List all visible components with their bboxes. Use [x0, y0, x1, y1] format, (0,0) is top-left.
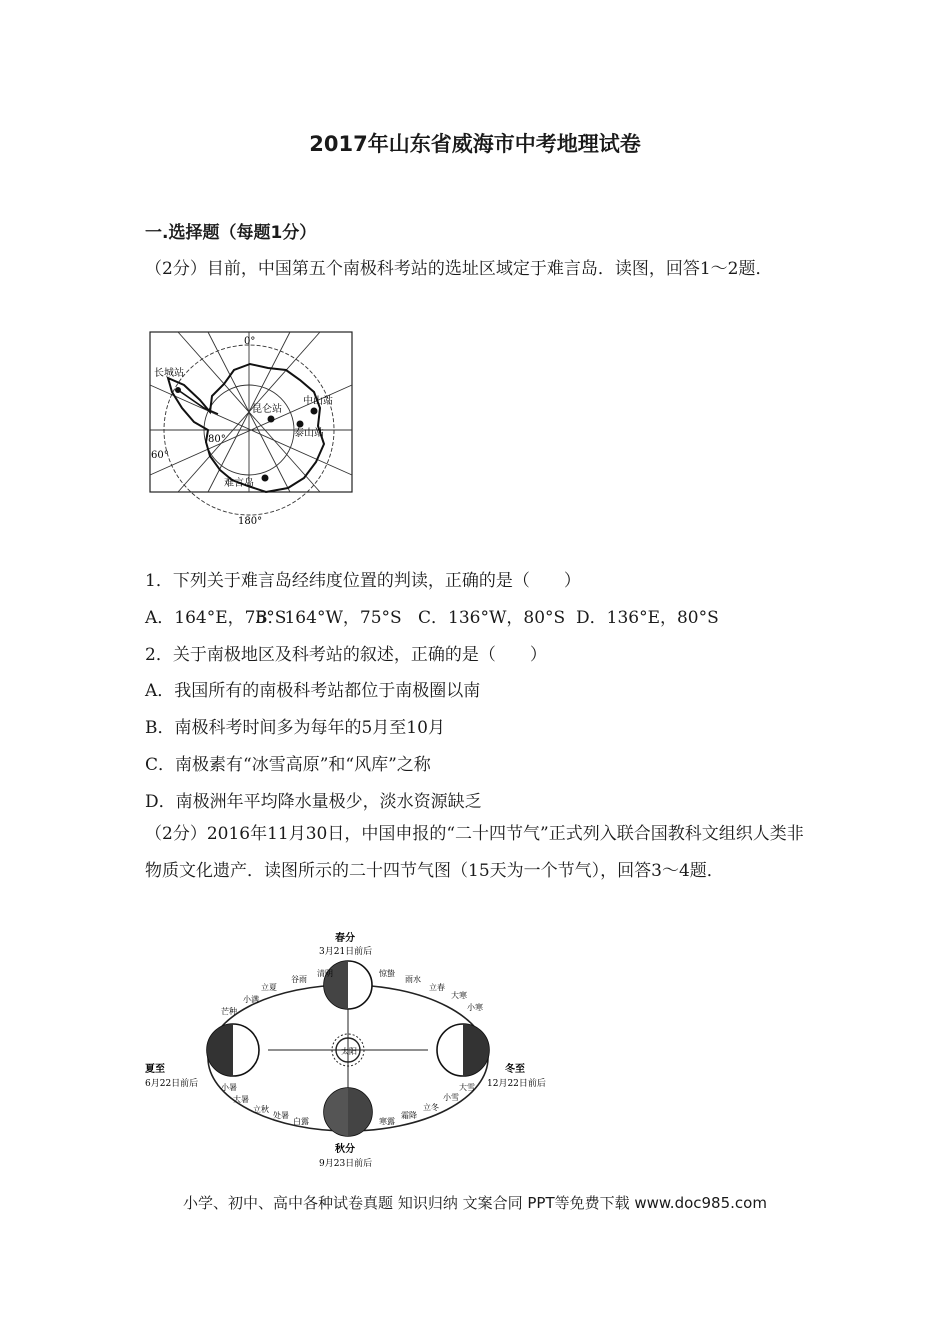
zhongshan-station-marker: [311, 408, 318, 415]
kunlun-station-marker: [268, 416, 275, 423]
term-daxue: 大雪: [459, 1083, 475, 1092]
nanyan-island-marker: [262, 475, 269, 482]
winter-solstice-date: 12月22日前后: [487, 1079, 546, 1089]
term-jingzhe: 惊蛰: [379, 969, 395, 978]
earth-winter: [437, 1024, 489, 1076]
autumn-equinox-label: 秋分: [335, 1144, 355, 1155]
q1-option-b[interactable]: B．164°W，75°S: [255, 608, 402, 628]
term-xiaoshu: 小暑: [221, 1083, 237, 1092]
term-lidong: 立冬: [423, 1103, 439, 1112]
label-60-deg: 60°: [151, 450, 169, 461]
autumn-equinox-date: 9月23日前后: [319, 1159, 373, 1169]
spring-equinox-date: 3月21日前后: [319, 947, 373, 957]
question-2-stem: 2．关于南极地区及科考站的叙述，正确的是（ ）: [145, 645, 547, 665]
summer-solstice-date: 6月22日前后: [145, 1079, 199, 1089]
earth-autumn: [324, 1088, 372, 1136]
term-lixia: 立夏: [261, 983, 277, 992]
term-qingming: 清明: [317, 969, 333, 978]
label-kunlun: 昆仑站: [252, 404, 282, 415]
term-yushui: 雨水: [405, 975, 421, 984]
solar-terms-diagram: [143, 930, 553, 1170]
label-0-deg: 0°: [244, 336, 256, 347]
term-dahan: 大寒: [451, 991, 467, 1000]
changcheng-station-marker: [175, 387, 181, 393]
q1-option-a[interactable]: A．164°E，75°S: [145, 608, 287, 628]
term-bailu: 白露: [293, 1117, 309, 1126]
q2-option-b[interactable]: B．南极科考时间多为每年的5月至10月: [145, 718, 445, 738]
term-hanlu: 寒露: [379, 1117, 395, 1126]
label-nanyan: 难言岛: [224, 478, 254, 489]
label-changcheng: 长城站: [154, 368, 184, 379]
q1-option-d[interactable]: D．136°E，80°S: [576, 608, 719, 628]
page-title: 2017年山东省威海市中考地理试卷: [309, 132, 641, 156]
taishan-station-marker: [297, 421, 304, 428]
term-xiaoxue: 小雪: [443, 1093, 459, 1102]
q2-option-a[interactable]: A．我国所有的南极科考站都位于南极圈以南: [145, 681, 481, 701]
sun-label: 太阳: [341, 1047, 357, 1056]
summer-solstice-label: 夏至: [145, 1064, 165, 1075]
intro-paragraph-1: （2分）目前，中国第五个南极科考站的选址区域定于难言岛．读图，回答1～2题．: [145, 259, 773, 279]
label-zhongshan: 中山站: [303, 396, 333, 407]
antarctica-map: [148, 330, 354, 526]
q2-option-d[interactable]: D．南极洲年平均降水量极少，淡水资源缺乏: [145, 792, 482, 812]
q2-option-c[interactable]: C．南极素有“冰雪高原”和“风库”之称: [145, 755, 431, 775]
section-heading: 一.选择题（每题1分）: [145, 223, 317, 243]
page-footer: 小学、初中、高中各种试卷真题 知识归纳 文案合同 PPT等免费下载 www.doc985.com: [183, 1194, 767, 1212]
term-shuangjiang: 霜降: [401, 1111, 417, 1120]
winter-solstice-label: 冬至: [505, 1064, 525, 1075]
intro-paragraph-2: （2分）2016年11月30日，中国申报的“二十四节气”正式列入联合国教科文组织人类非物质文化遗产．读图所示的二十四节气图（15天为一个节气），回答3～4题．: [145, 824, 804, 881]
question-1-options: [145, 603, 719, 628]
spring-equinox-label: 春分: [335, 933, 355, 944]
term-mangzhong: 芒种: [221, 1007, 237, 1016]
term-lichun: 立春: [429, 983, 445, 992]
term-guyu: 谷雨: [291, 975, 307, 984]
map-frame: [150, 332, 352, 492]
question-1-stem: 1．下列关于难言岛经纬度位置的判读，正确的是（ ）: [145, 571, 581, 591]
term-xiaoman: 小满: [243, 995, 259, 1004]
label-taishan: 泰山站: [294, 428, 324, 439]
term-chushu: 处暑: [273, 1111, 289, 1120]
term-xiaohan: 小寒: [467, 1003, 483, 1012]
label-80-deg: 80°: [208, 434, 226, 445]
q1-option-c[interactable]: C．136°W，80°S: [418, 608, 566, 628]
term-dashu: 大暑: [233, 1095, 249, 1104]
term-liqiu: 立秋: [253, 1105, 269, 1114]
label-180-deg: 180°: [238, 516, 263, 526]
earth-summer: [207, 1024, 259, 1076]
